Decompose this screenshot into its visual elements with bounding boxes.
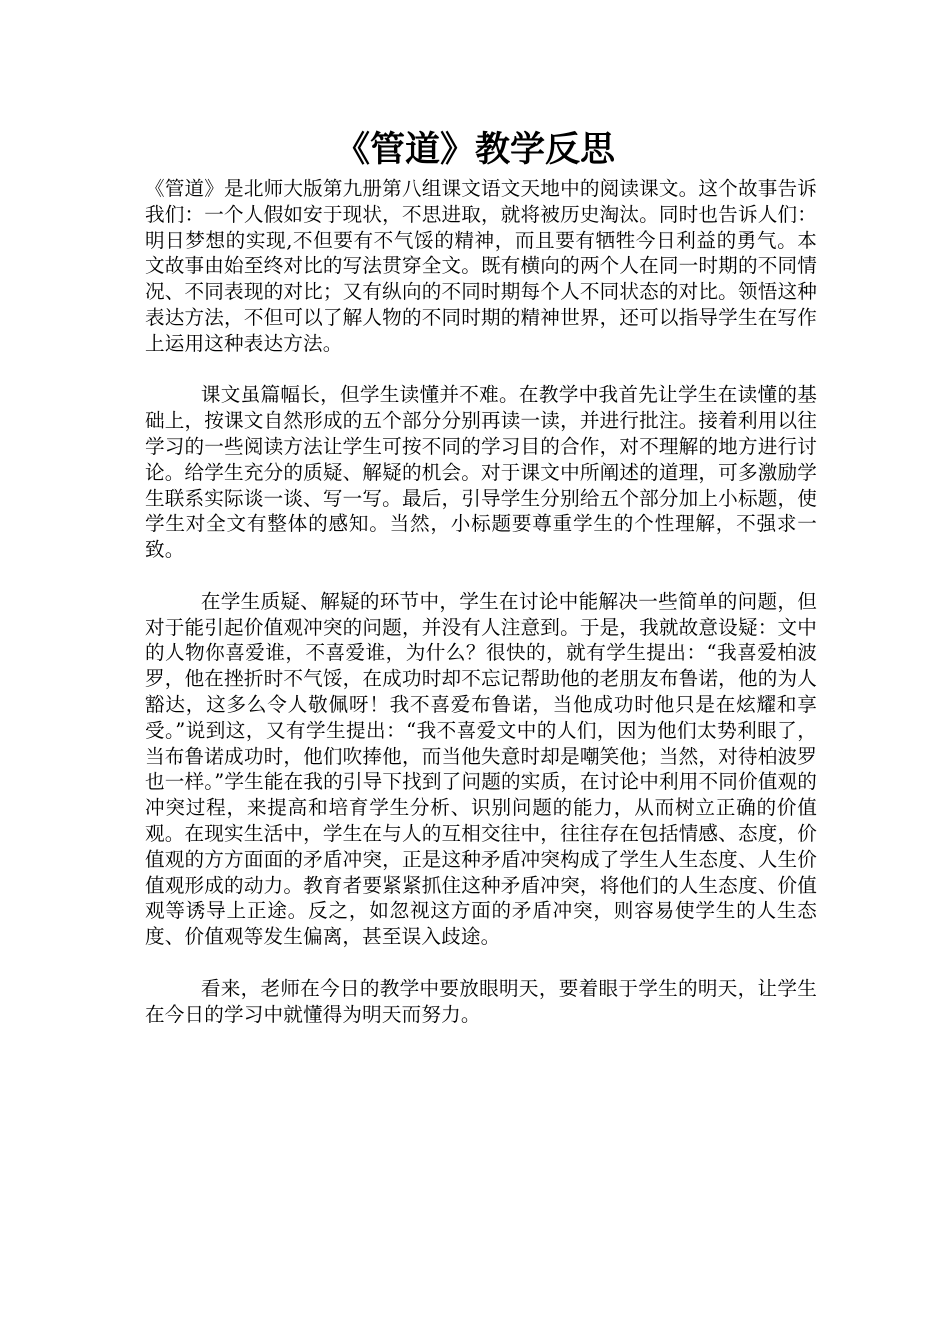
paragraph-spacer [145,357,817,383]
paragraph-teaching-process: 课文虽篇幅长，但学生读懂并不难。在教学中我首先让学生在读懂的基础上，按课文自然形成的五个部分分别再读一读，并进行批注。接着利用以往学习的一些阅读方法让学生可按不同的学习目的合作，对不理解的地方进行讨论。给学生充分的质疑、解疑的机会。对于课文中所阐述的道理，可多激励学生联系实际谈一谈、写一写。最后，引导学生分别给五个部分加上小标题，使学生对全文有整体的感知。当然，小标题要尊重学生的个性理解，不强求一致。 [145,383,817,562]
document-body [145,176,817,1027]
paragraph-intro: 《管道》是北师大版第九册第八组课文语文天地中的阅读课文。这个故事告诉我们：一个人假如安于现状，不思进取，就将被历史淘汰。同时也告诉人们：明日梦想的实现,不但要有不气馁的精神，而且要有牺牲今日利益的勇气。本文故事由始至终对比的写法贯穿全文。既有横向的两个人在同一时期的不同情况、不同表现的对比；又有纵向的不同时期每个人不同状态的对比。领悟这种表达方法，不但可以了解人物的不同时期的精神世界，还可以指导学生在写作上运用这种表达方法。 [145,177,817,355]
paragraph-spacer [145,563,817,589]
paragraph-value-conflict: 在学生质疑、解疑的环节中，学生在讨论中能解决一些简单的问题，但对于能引起价值观冲突的问题，并没有人注意到。于是，我就故意设疑：文中的人物你喜爱谁，不喜爱谁，为什么？很快的，就有学生提出：“我喜爱柏波罗，他在挫折时不气馁，在成功时却不忘记帮助他的老朋友布鲁诺，他的为人豁达，这多么令人敬佩呀！我不喜爱布鲁诺，当他成功时他只是在炫耀和享受。”说到这，又有学生提出：“我不喜爱文中的人们，因为他们太势利眼了，当布鲁诺成功时，他们吹捧他，而当他失意时却是嘲笑他；当然，对待柏波罗也一样。”学生能在我的引导下找到了问题的实质，在讨论中利用不同价值观的冲突过程，来提高和培育学生分析、识别问题的能力，从而树立正确的价值观。在现实生活中，学生在与人的互相交往中，往往存在包括情感、态度，价值观的方方面面的矛盾冲突，正是这种矛盾冲突构成了学生人生态度、人生价值观形成的动力。教育者要紧紧抓住这种矛盾冲突，将他们的人生态度、价值观等诱导上正途。反之，如忽视这方面的矛盾冲突，则容易使学生的人生态度、价值观等发生偏离，甚至误入歧途。 [145,589,817,949]
paragraph-conclusion: 看来，老师在今日的教学中要放眼明天，要着眼于学生的明天，让学生在今日的学习中就懂得为明天而努力。 [145,976,817,1026]
paragraph-spacer [145,950,817,976]
document-title: 《管道》教学反思 [334,129,615,170]
